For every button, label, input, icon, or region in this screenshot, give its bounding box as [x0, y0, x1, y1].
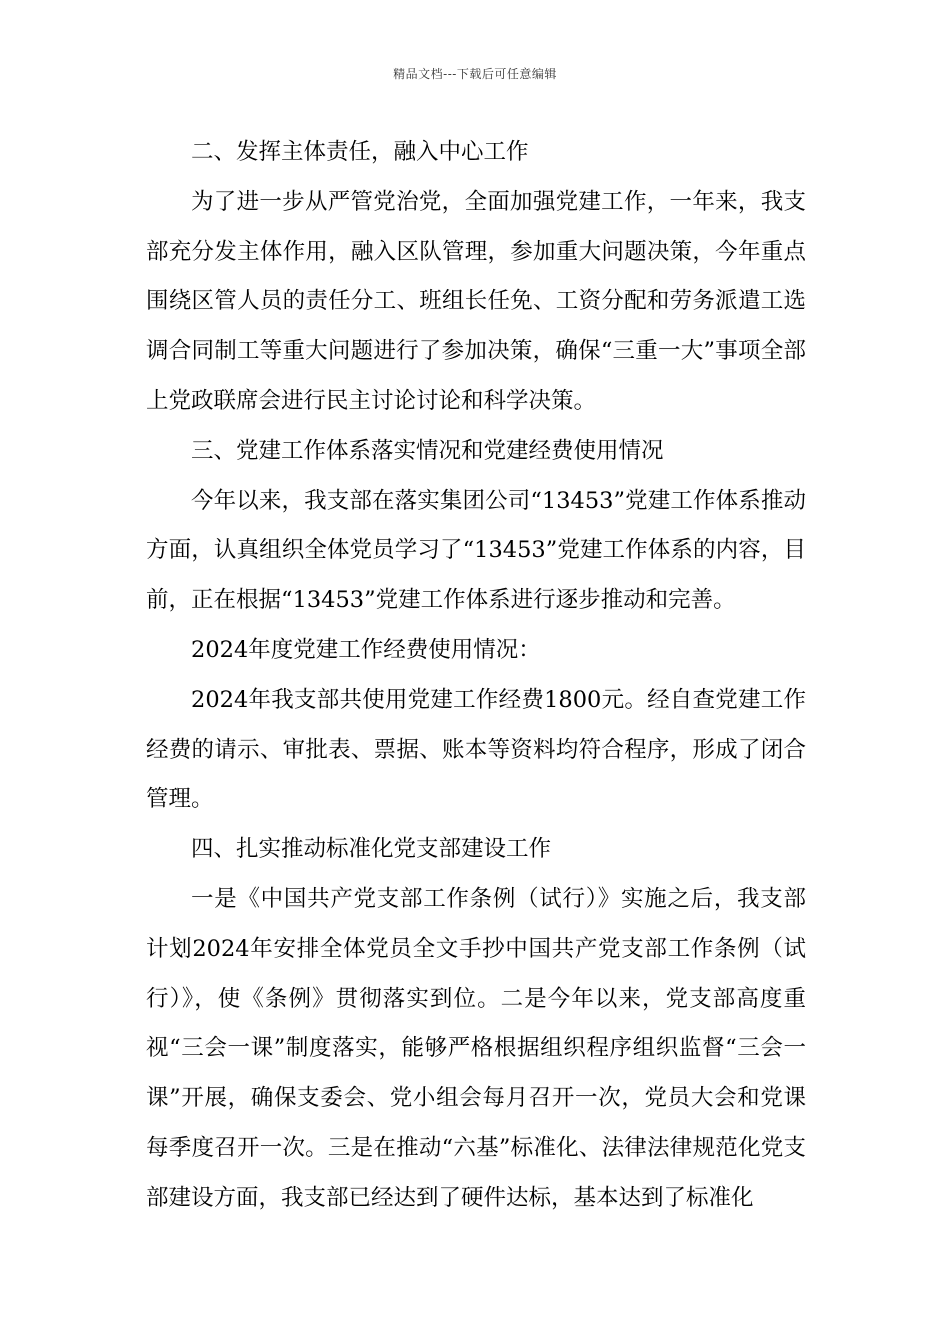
section-heading-2: 二、发挥主体责任，融入中心工作	[191, 139, 529, 165]
subheading-funds-usage: 2024年度党建工作经费使用情况：	[191, 636, 541, 663]
section-heading-3: 三、党建工作体系落实情况和党建经费使用情况	[191, 437, 664, 464]
section-heading-4: 四、扎实推动标准化党支部建设工作	[191, 836, 552, 863]
paragraph-standardization: 一是《中国共产党支部工作条例（试行）》实施之后，我支部计划2024年安排全体党员全文手抄中国共产党支部工作条例（试行）》，使《条例》贯彻落实到位。二是今年以来，党支部高度重视“三会一课”制度落实，能够严格根据组织程序组织监督“三会一课”开展，确保支委会、党小组会每月召开一次，党员大会和党课每季度召开一次。三是在推动“六基”标准化、法律法律规范化党支部建设方面，我支部已经达到了硬件达标，基本达到了标准化	[146, 885, 806, 1211]
paragraph-main-responsibility: 为了进一步从严管党治党，全面加强党建工作，一年来，我支部充分发主体作用，融入区队管理，参加重大问题决策，今年重点围绕区管人员的责任分工、班组长任免、工资分配和劳务派遣工选调合同制工等重大问题进行了参加决策，确保“三重一大”事项全部上党政联席会进行民主讨论讨论和科学决策。	[146, 188, 806, 414]
page-header: 精品文档---下载后可任意编辑	[393, 67, 557, 81]
document-body	[146, 128, 806, 1224]
paragraph-funds-usage: 2024年我支部共使用党建工作经费1800元。经自查党建工作经费的请示、审批表、票据、账本等资料均符合程序，形成了闭合管理。	[146, 686, 806, 813]
paragraph-work-system: 今年以来，我支部在落实集团公司“13453”党建工作体系推动方面，认真组织全体党员学习了“13453”党建工作体系的内容，目前，正在根据“13453”党建工作体系进行逐步推动和完善。	[146, 487, 806, 614]
